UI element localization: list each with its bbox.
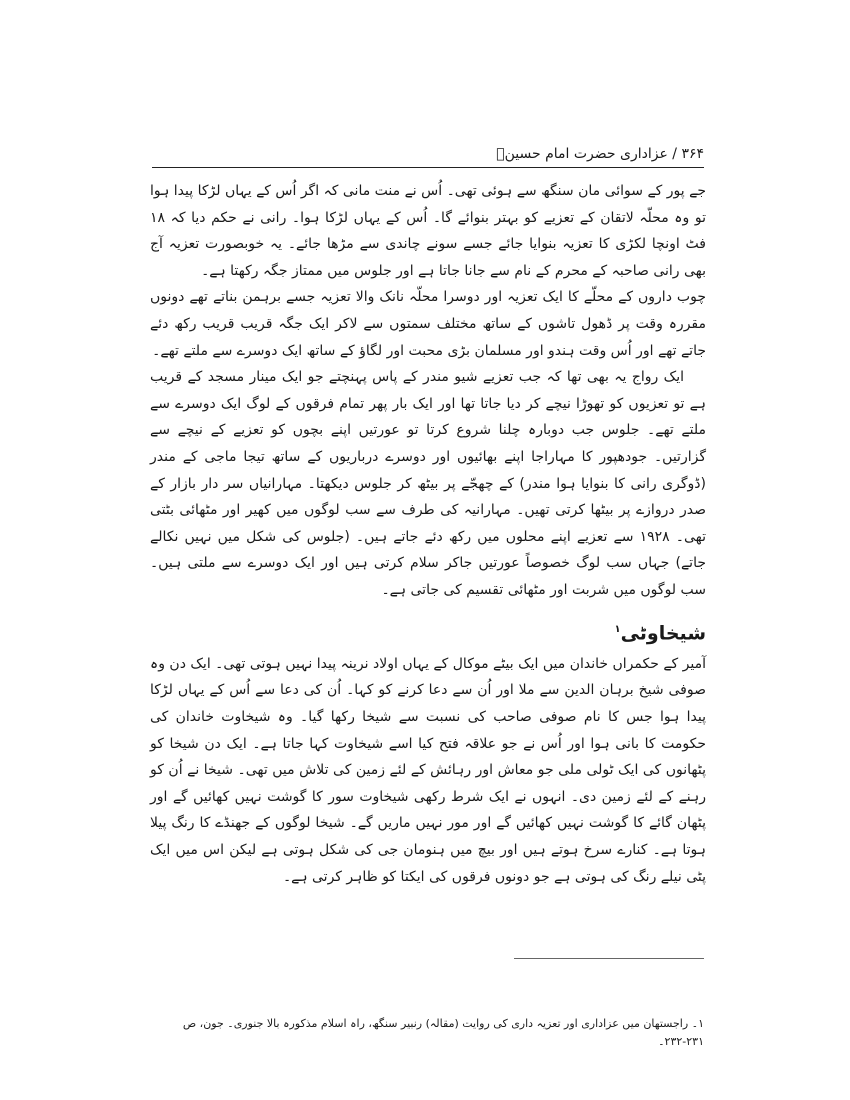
section-heading [150, 612, 706, 651]
running-title: عزاداری حضرت امام حسینؑ [496, 146, 668, 162]
paragraph-1: جے پور کے سوائی مان سنگھ سے ہوئی تھی۔ اُس نے منت مانی کہ اگر اُس کے یہاں لڑکا پیدا ہوا تو وہ محلّہ لاتقان کے تعزیے کو بہتر بنوائے گا۔ اُس کے یہاں لڑکا ہوا۔ رانی نے حکم دیا کہ ۱۸ فٹ اونچا لکڑی کا تعزیہ بنوایا جائے جسے سونے چاندی سے مڑھا جائے۔ یہ خوبصورت تعزیہ آج بھی رانی صاحبہ کے محرم کے نام سے جانا جاتا ہے اور جلوس میں ممتاز جگہ رکھتا ہے۔ [150, 183, 706, 279]
page-number: ۳۶۴ [681, 146, 704, 162]
page-body [150, 178, 706, 890]
paragraph-4: آمیر کے حکمراں خاندان میں ایک بیٹے موکال کے یہاں اولاد نرینہ پیدا نہیں ہوتی تھی۔ ایک دن وہ صوفی شیخ برہان الدین سے ملا اور اُن سے دعا کرنے کو کہا۔ اُن کی دعا سے اُس کے یہاں لڑکا پیدا ہوا جس کا نام صوفی صاحب کی نسبت سے شیخا رکھا گیا۔ وہ شیخاوت خاندان کی حکومت کا بانی ہوا اور اُس نے جو علاقہ فتح کیا اسے شیخاوت کہا جاتا ہے۔ ایک دن شیخا کو پٹھانوں کی ایک ٹولی ملی جو معاش اور رہائش کے لئے زمین کی تلاش میں تھی۔ شیخا نے اُن کو رہنے کے لئے زمین دی۔ انہوں نے ایک شرط رکھی شیخاوت سور کا گوشت نہیں کھائیں گے اور پٹھان گائے کا گوشت نہیں کھائیں گے اور مور نہیں ماریں گے۔ شیخا لوگوں کے جھنڈے کا رنگ پیلا ہوتا ہے۔ کنارے سرخ ہوتے ہیں اور بیچ میں ہنومان جی کی شکل ہوتی ہے لیکن اس میں ایک پٹی نیلے رنگ کی ہوتی ہے جو دونوں فرقوں کی ایکتا کو ظاہر کرتی ہے۔ [150, 655, 706, 885]
paragraph-2: چوب داروں کے محلّے کا ایک تعزیہ اور دوسرا محلّہ نانک والا تعزیہ جسے برہمن بناتے تھے دونوں مقررہ وقت پر ڈھول تاشوں کے ساتھ مختلف سمتوں سے لاکر ایک جگہ قریب قریب رکھ دئے جاتے تھے اور اُس وقت ہندو اور مسلمان بڑی محبت اور لگاؤ کے ساتھ ایک دوسرے سے ملتے تھے۔ [150, 289, 706, 359]
footnote: ۱۔ راجستھان میں عزاداری اور تعزیہ داری کی روایت (مقالہ) رنبیر سنگھ، راہ اسلام مذکورہ بالا جنوری۔ جون، ص ۲۳۱-۲۳۲۔ [182, 1017, 704, 1048]
header-rule [152, 167, 704, 168]
header-separator: / [672, 146, 677, 162]
section-heading-text: شیخاوٹی [620, 621, 706, 644]
paragraph-3: ایک رواج یہ بھی تھا کہ جب تعزیے شیو مندر کے پاس پہنچتے جو ایک مینار مسجد کے قریب ہے تو تعزیوں کو تھوڑا نیچے کر دیا جاتا تھا اور ایک بار پھر تمام فرقوں کے لوگ ایک دوسرے سے ملتے تھے۔ جلوس جب دوبارہ چلنا شروع کرتا تو عورتیں اپنے بچوں کو تعزیے کے نیچے سے گزارتیں۔ جودھپور کا مہاراجا اپنے بھائیوں اور دوسرے درباریوں کے ساتھ تیجا ماجی کے مندر (ڈوگری رانی کا بنوایا ہوا مندر) کے چھجّے پر بیٹھ کر جلوس دیکھتا۔ مہارانیاں سر دار بازار کے صدر دروازے پر بیٹھا کرتی تھیں۔ مہارانیہ کی طرف سے سب لوگوں میں کھیر اور مٹھائی بٹتی تھی۔ ۱۹۲۸ سے تعزیے اپنے محلوں میں رکھ دئے جاتے ہیں۔ (جلوس کی شکل میں نہیں نکالے جاتے) جہاں سب لوگ خصوصاً عورتیں جاکر سلام کرتی ہیں اور ایک دوسرے سے ملتی ہیں۔ سب لوگوں میں شربت اور مٹھائی تقسیم کی جاتی ہے۔ [150, 369, 706, 598]
running-header [152, 140, 704, 168]
footnote-rule [514, 958, 704, 959]
footnote-mark: ۱ [614, 623, 621, 635]
